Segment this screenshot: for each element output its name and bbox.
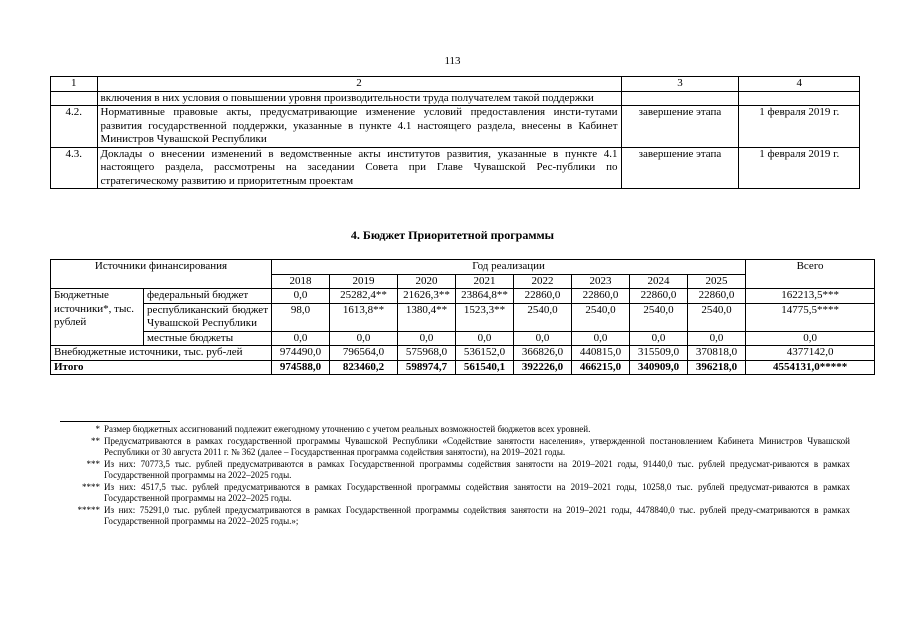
footnote-text: Из них: 70773,5 тыс. рублей предусматриваются в рамках Государственной программы содействия занятости на 2019–2021 годы, 91440,0 тыс. рублей предусмат-риваются в рамках Государственной программы на 2022–2025 годы. xyxy=(104,459,850,480)
value-cell: 1613,8** xyxy=(330,303,398,331)
table-row xyxy=(51,346,875,361)
row-label: Внебюджетные источники, тыс. руб-лей xyxy=(51,346,272,361)
row-deadline: завершение этапа xyxy=(621,147,739,189)
value-cell: 370818,0 xyxy=(688,346,746,361)
row-number xyxy=(51,91,98,106)
budget-table xyxy=(50,259,875,375)
footnote-mark: *** xyxy=(86,459,100,469)
value-cell: 1523,3** xyxy=(456,303,514,331)
value-cell: 0,0 xyxy=(272,289,330,304)
value-cell: 0,0 xyxy=(330,331,398,346)
footnote-mark: **** xyxy=(82,482,100,492)
row-number: 4.2. xyxy=(51,106,98,148)
year-cell: 2023 xyxy=(572,274,630,289)
footnote-text: Из них: 4517,5 тыс. рублей предусматриваются в рамках Государственной программы содействия занятости на 2019–2021 годы, 10258,0 тыс. рублей предусмат-риваются в рамках Государственной программы на 2022–2025 годы. xyxy=(104,482,850,503)
header-years: Год реализации xyxy=(272,260,746,275)
value-cell: 22860,0 xyxy=(688,289,746,304)
footnote-mark: ** xyxy=(91,436,100,446)
section-title: 4. Бюджет Приоритетной программы xyxy=(350,228,555,242)
value-cell: 1380,4** xyxy=(398,303,456,331)
footnote xyxy=(60,436,850,458)
value-cell: 21626,3** xyxy=(398,289,456,304)
row-text: Нормативные правовые акты, предусматривающие изменение условий предоставления инсти-тутами развития государственной поддержки, указанные в пункте 4.1 настоящего раздела, внесены в Кабинет Министров Чувашской Республики xyxy=(97,106,621,148)
footnote xyxy=(60,424,850,435)
value-cell: 2540,0 xyxy=(514,303,572,331)
footnote-text: Предусматриваются в рамках государственной программы Чувашской Республики «Содействие занятости населения», утвержденной постановлением Кабинета Министров Чувашской Республики от 30 августа 2011 г. № 362 (далее – Государственная программа содействия занятости), на 2019–2021 годы. xyxy=(104,436,850,457)
value-cell: 2540,0 xyxy=(572,303,630,331)
value-cell: 0,0 xyxy=(630,331,688,346)
total-cell: 4554131,0***** xyxy=(746,360,875,375)
header-cell: 3 xyxy=(621,77,739,92)
year-cell: 2024 xyxy=(630,274,688,289)
row-date: 1 февраля 2019 г. xyxy=(739,106,860,148)
row-text: Доклады о внесении изменений в ведомственные акты институтов развития, указанные в пункте 4.1 настоящего раздела, рассмотрены на заседании Совета при Главе Чувашской Рес-публики по стратегическому развитию и приоритетным проектам xyxy=(97,147,621,189)
table-row xyxy=(51,91,860,106)
row-label: республиканский бюджет Чувашской Республики xyxy=(144,303,272,331)
value-cell: 22860,0 xyxy=(514,289,572,304)
value-cell: 974588,0 xyxy=(272,360,330,375)
total-cell: 4377142,0 xyxy=(746,346,875,361)
value-cell: 0,0 xyxy=(514,331,572,346)
budget-group-label: Бюджетные источники*, тыс. рублей xyxy=(51,289,144,346)
value-cell: 392226,0 xyxy=(514,360,572,375)
row-deadline: завершение этапа xyxy=(621,106,739,148)
row-label: федеральный бюджет xyxy=(144,289,272,304)
value-cell: 823460,2 xyxy=(330,360,398,375)
value-cell: 22860,0 xyxy=(630,289,688,304)
value-cell: 0,0 xyxy=(398,331,456,346)
year-cell: 2020 xyxy=(398,274,456,289)
value-cell: 2540,0 xyxy=(630,303,688,331)
value-cell: 440815,0 xyxy=(572,346,630,361)
header-total: Всего xyxy=(746,260,875,289)
value-cell: 315509,0 xyxy=(630,346,688,361)
value-cell: 2540,0 xyxy=(688,303,746,331)
footnote-text: Из них: 75291,0 тыс. рублей предусматриваются в рамках Государственной программы содействия занятости на 2019–2021 годы, 4478840,0 тыс. рублей преду-сматриваются в рамках Государственной программы на 2022–2025 годы.»; xyxy=(104,505,850,526)
value-cell: 98,0 xyxy=(272,303,330,331)
value-cell: 25282,4** xyxy=(330,289,398,304)
table-row xyxy=(51,289,875,304)
footnote xyxy=(60,459,850,481)
value-cell: 598974,7 xyxy=(398,360,456,375)
year-cell: 2019 xyxy=(330,274,398,289)
value-cell: 0,0 xyxy=(688,331,746,346)
header-cell: 2 xyxy=(97,77,621,92)
table-row xyxy=(51,303,875,331)
total-cell: 14775,5**** xyxy=(746,303,875,331)
table-row xyxy=(51,331,875,346)
header-sources: Источники финансирования xyxy=(51,260,272,289)
total-cell: 162213,5*** xyxy=(746,289,875,304)
footnote xyxy=(60,505,850,527)
value-cell: 0,0 xyxy=(572,331,630,346)
value-cell: 536152,0 xyxy=(456,346,514,361)
value-cell: 22860,0 xyxy=(572,289,630,304)
row-text: включения в них условия о повышении уровня производительности труда получателем такой поддержки xyxy=(97,91,621,106)
footnotes xyxy=(60,424,850,528)
year-cell: 2018 xyxy=(272,274,330,289)
value-cell: 561540,1 xyxy=(456,360,514,375)
value-cell: 575968,0 xyxy=(398,346,456,361)
row-date xyxy=(739,91,860,106)
total-cell: 0,0 xyxy=(746,331,875,346)
milestones-table xyxy=(50,76,860,189)
footnote xyxy=(60,482,850,504)
row-date: 1 февраля 2019 г. xyxy=(739,147,860,189)
year-cell: 2021 xyxy=(456,274,514,289)
header-cell: 4 xyxy=(739,77,860,92)
row-number: 4.3. xyxy=(51,147,98,189)
value-cell: 796564,0 xyxy=(330,346,398,361)
header-cell: 1 xyxy=(51,77,98,92)
value-cell: 366826,0 xyxy=(514,346,572,361)
value-cell: 23864,8** xyxy=(456,289,514,304)
value-cell: 340909,0 xyxy=(630,360,688,375)
footnote-mark: ***** xyxy=(77,505,100,515)
value-cell: 0,0 xyxy=(272,331,330,346)
footnote-divider xyxy=(60,421,170,422)
table-header-row xyxy=(51,77,860,92)
footnote-mark: * xyxy=(95,424,100,434)
year-cell: 2022 xyxy=(514,274,572,289)
table-row xyxy=(51,106,860,148)
total-row xyxy=(51,360,875,375)
table-row xyxy=(51,147,860,189)
row-deadline xyxy=(621,91,739,106)
value-cell: 974490,0 xyxy=(272,346,330,361)
footnote-text: Размер бюджетных ассигнований подлежит ежегодному уточнению с учетом реальных возможностей бюджетов всех уровней. xyxy=(104,424,591,434)
page-number: 113 xyxy=(444,55,461,67)
value-cell: 0,0 xyxy=(456,331,514,346)
table-header-row xyxy=(51,260,875,275)
value-cell: 396218,0 xyxy=(688,360,746,375)
row-label: местные бюджеты xyxy=(144,331,272,346)
year-cell: 2025 xyxy=(688,274,746,289)
row-label: Итого xyxy=(51,360,272,375)
value-cell: 466215,0 xyxy=(572,360,630,375)
